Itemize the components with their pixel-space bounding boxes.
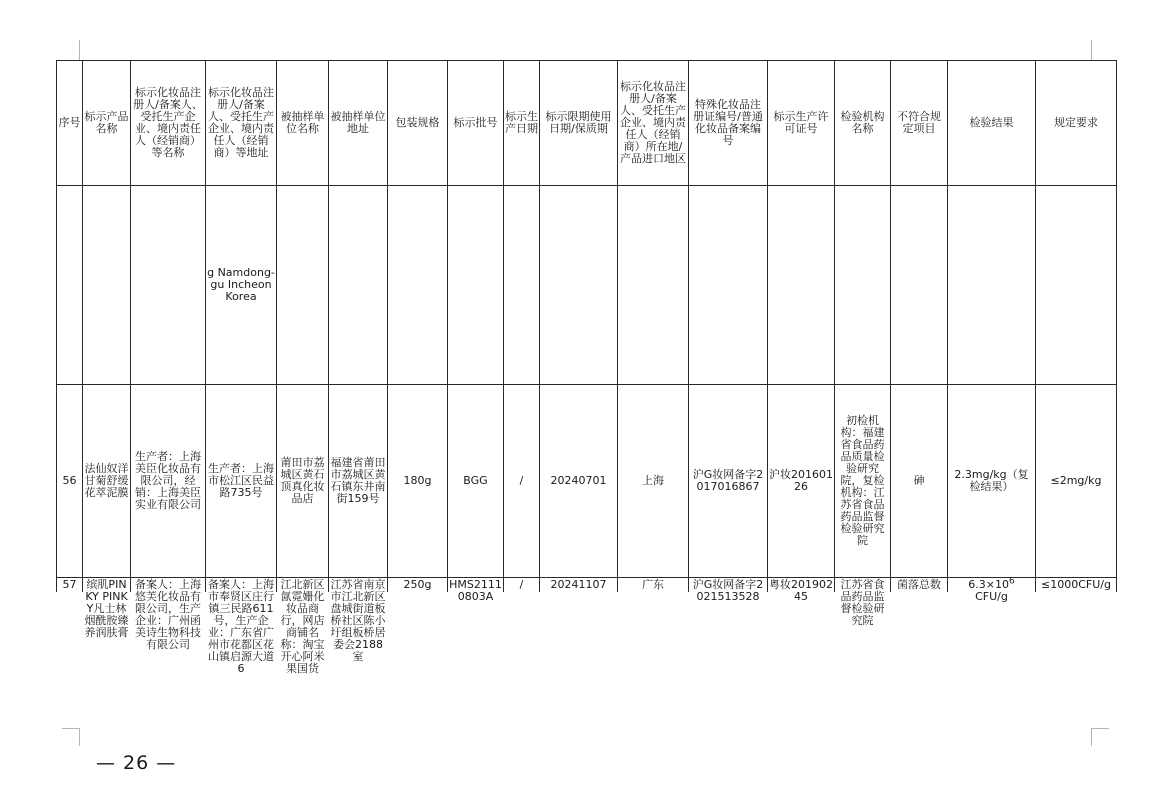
header-cell: 被抽样单位地址 (329, 61, 388, 186)
table-cell: ≤2mg/kg (1036, 385, 1117, 578)
company-address: 备案人：上海市奉贤区庄行镇三民路611号，生产企业：广东省广州市花都区花山镇启源大道6 (208, 578, 274, 675)
table-cell: BGG (448, 385, 504, 578)
table-cell: 初检机构：福建省食品药品质量检验研究院，复检机构：江苏省食品药品监督检验研究院 (835, 385, 891, 578)
table-cell (835, 578, 891, 627)
table-cell (689, 578, 768, 603)
production-date: / (505, 579, 538, 591)
table-cell (948, 186, 1036, 385)
table-cell: 砷 (891, 385, 948, 578)
header-cell: 标示化妆品注册人/备案人、受托生产企业、境内责任人（经销商）等地址 (206, 61, 277, 186)
table-cell: 180g (388, 385, 448, 578)
header-cell: 不符合规定项目 (891, 61, 948, 186)
table-cell: 莆田市荔城区黄石顶真化妆品店 (277, 385, 329, 578)
crop-mark-bottom-right-h (1091, 728, 1109, 729)
header-cell: 规定要求 (1036, 61, 1117, 186)
sampled-unit-name: 江北新区氤霓姗化妆品商行，网店商铺名称：淘宝开心阿米果国货 (278, 579, 327, 675)
requirement: ≤1000CFU/g (1037, 579, 1115, 591)
crop-mark-bottom-left-v (79, 728, 80, 746)
table-cell (388, 186, 448, 385)
filing-number: 沪G妆网备字2021513528 (690, 579, 766, 603)
package-spec: 250g (389, 579, 446, 591)
table-cell (277, 578, 329, 675)
crop-mark-bottom-left-h (62, 728, 80, 729)
company-name: 备案人：上海悠芙化妆品有限公司，生产企业：广州函美诗生物科技有限公司 (132, 579, 204, 651)
header-cell: 被抽样单位名称 (277, 61, 329, 186)
page-number: — 26 — (96, 752, 177, 774)
table-cell (206, 578, 277, 675)
table-cell (504, 186, 540, 385)
header-cell: 检验机构名称 (835, 61, 891, 186)
batch-number: HMS21110803A (449, 578, 502, 603)
result-unit: CFU/g (975, 590, 1008, 603)
table-cell: 沪G妆网备字2017016867 (689, 385, 768, 578)
header-cell: 标示化妆品注册人/备案人、受托生产企业、境内责任人（经销商）等名称 (131, 61, 206, 186)
table-cell (57, 578, 83, 593)
crop-mark-top-left (79, 40, 80, 60)
table-cell (448, 578, 504, 603)
table-cell (329, 186, 388, 385)
table-cell (618, 578, 689, 593)
header-cell: 特殊化妆品注册证编号/普通化妆品备案编号 (689, 61, 768, 186)
header-cell: 包装规格 (388, 61, 448, 186)
table-cell: 法仙奴洋甘菊舒缓花萃泥膜 (83, 385, 131, 578)
table-cell (277, 186, 329, 385)
inspection-table (56, 60, 1117, 675)
table-cell (83, 578, 131, 639)
table-cell: / (504, 385, 540, 578)
sampled-unit-address: 江苏省南京市江北新区盘城街道板桥社区陈小圩组板桥居委会2188室 (330, 578, 386, 663)
table-row (57, 385, 1117, 578)
inspection-agency: 江苏省食品药品监督检验研究院 (836, 579, 889, 627)
table-cell (131, 186, 206, 385)
header-cell: 序号 (57, 61, 83, 186)
result-mantissa: 6.3×10 (968, 578, 1009, 591)
header-cell: 标示化妆品注册人/备案人、受托生产企业、境内责任人（经销商）所在地/产品进口地区 (618, 61, 689, 186)
table-cell (540, 186, 618, 385)
header-cell: 标示限期使用日期/保质期 (540, 61, 618, 186)
header-cell: 标示批号 (448, 61, 504, 186)
crop-mark-top-right (1091, 40, 1092, 60)
table-cell: 生产者：上海市松江区民益路735号 (206, 385, 277, 578)
table-cell (835, 186, 891, 385)
row-number: 57 (58, 579, 81, 591)
expiry-date: 20241107 (541, 579, 616, 591)
table-cell (618, 186, 689, 385)
table-cell: 56 (57, 385, 83, 578)
table-row (57, 186, 1117, 385)
table-cell (768, 578, 835, 603)
failed-item: 菌落总数 (892, 579, 946, 591)
result-exponent: 6 (1008, 576, 1015, 587)
table-cell (57, 186, 83, 385)
origin-region: 广东 (619, 579, 687, 591)
table-cell: 沪妆20160126 (768, 385, 835, 578)
table-cell: 福建省莆田市荔城区黄石镇东井南街159号 (329, 385, 388, 578)
table-cell (540, 578, 618, 593)
header-cell: 标示产品名称 (83, 61, 131, 186)
table-cell (83, 186, 131, 385)
table-cell: 生产者：上海美臣化妆品有限公司，经销：上海美臣实业有限公司 (131, 385, 206, 578)
inspection-result (949, 576, 1034, 603)
table-cell (689, 186, 768, 385)
table-cell (1036, 578, 1117, 593)
table-cell (948, 576, 1036, 603)
table-cell (504, 578, 540, 593)
table-cell (891, 186, 948, 385)
license-number: 粤妆20190245 (769, 578, 833, 603)
crop-mark-bottom-right-v (1091, 728, 1092, 746)
table-cell (891, 578, 948, 593)
table-cell (448, 186, 504, 385)
product-name: 缤肌PINKY PINKY凡士林烟酰胺臻养润肤膏 (84, 578, 129, 639)
table-cell: 2.3mg/kg（复检结果） (948, 385, 1036, 578)
table-cell (329, 578, 388, 663)
header-cell: 标示生产日期 (504, 61, 540, 186)
table-cell: 20240701 (540, 385, 618, 578)
table-cell (768, 186, 835, 385)
header-cell: 检验结果 (948, 61, 1036, 186)
table-header-row (57, 61, 1117, 186)
table-row (57, 578, 1117, 593)
table-cell (131, 578, 206, 651)
table-cell (1036, 186, 1117, 385)
header-cell: 标示生产许可证号 (768, 61, 835, 186)
table-cell: g Namdong-gu Incheon Korea (206, 186, 277, 385)
table-cell (388, 578, 448, 593)
table-cell: 上海 (618, 385, 689, 578)
